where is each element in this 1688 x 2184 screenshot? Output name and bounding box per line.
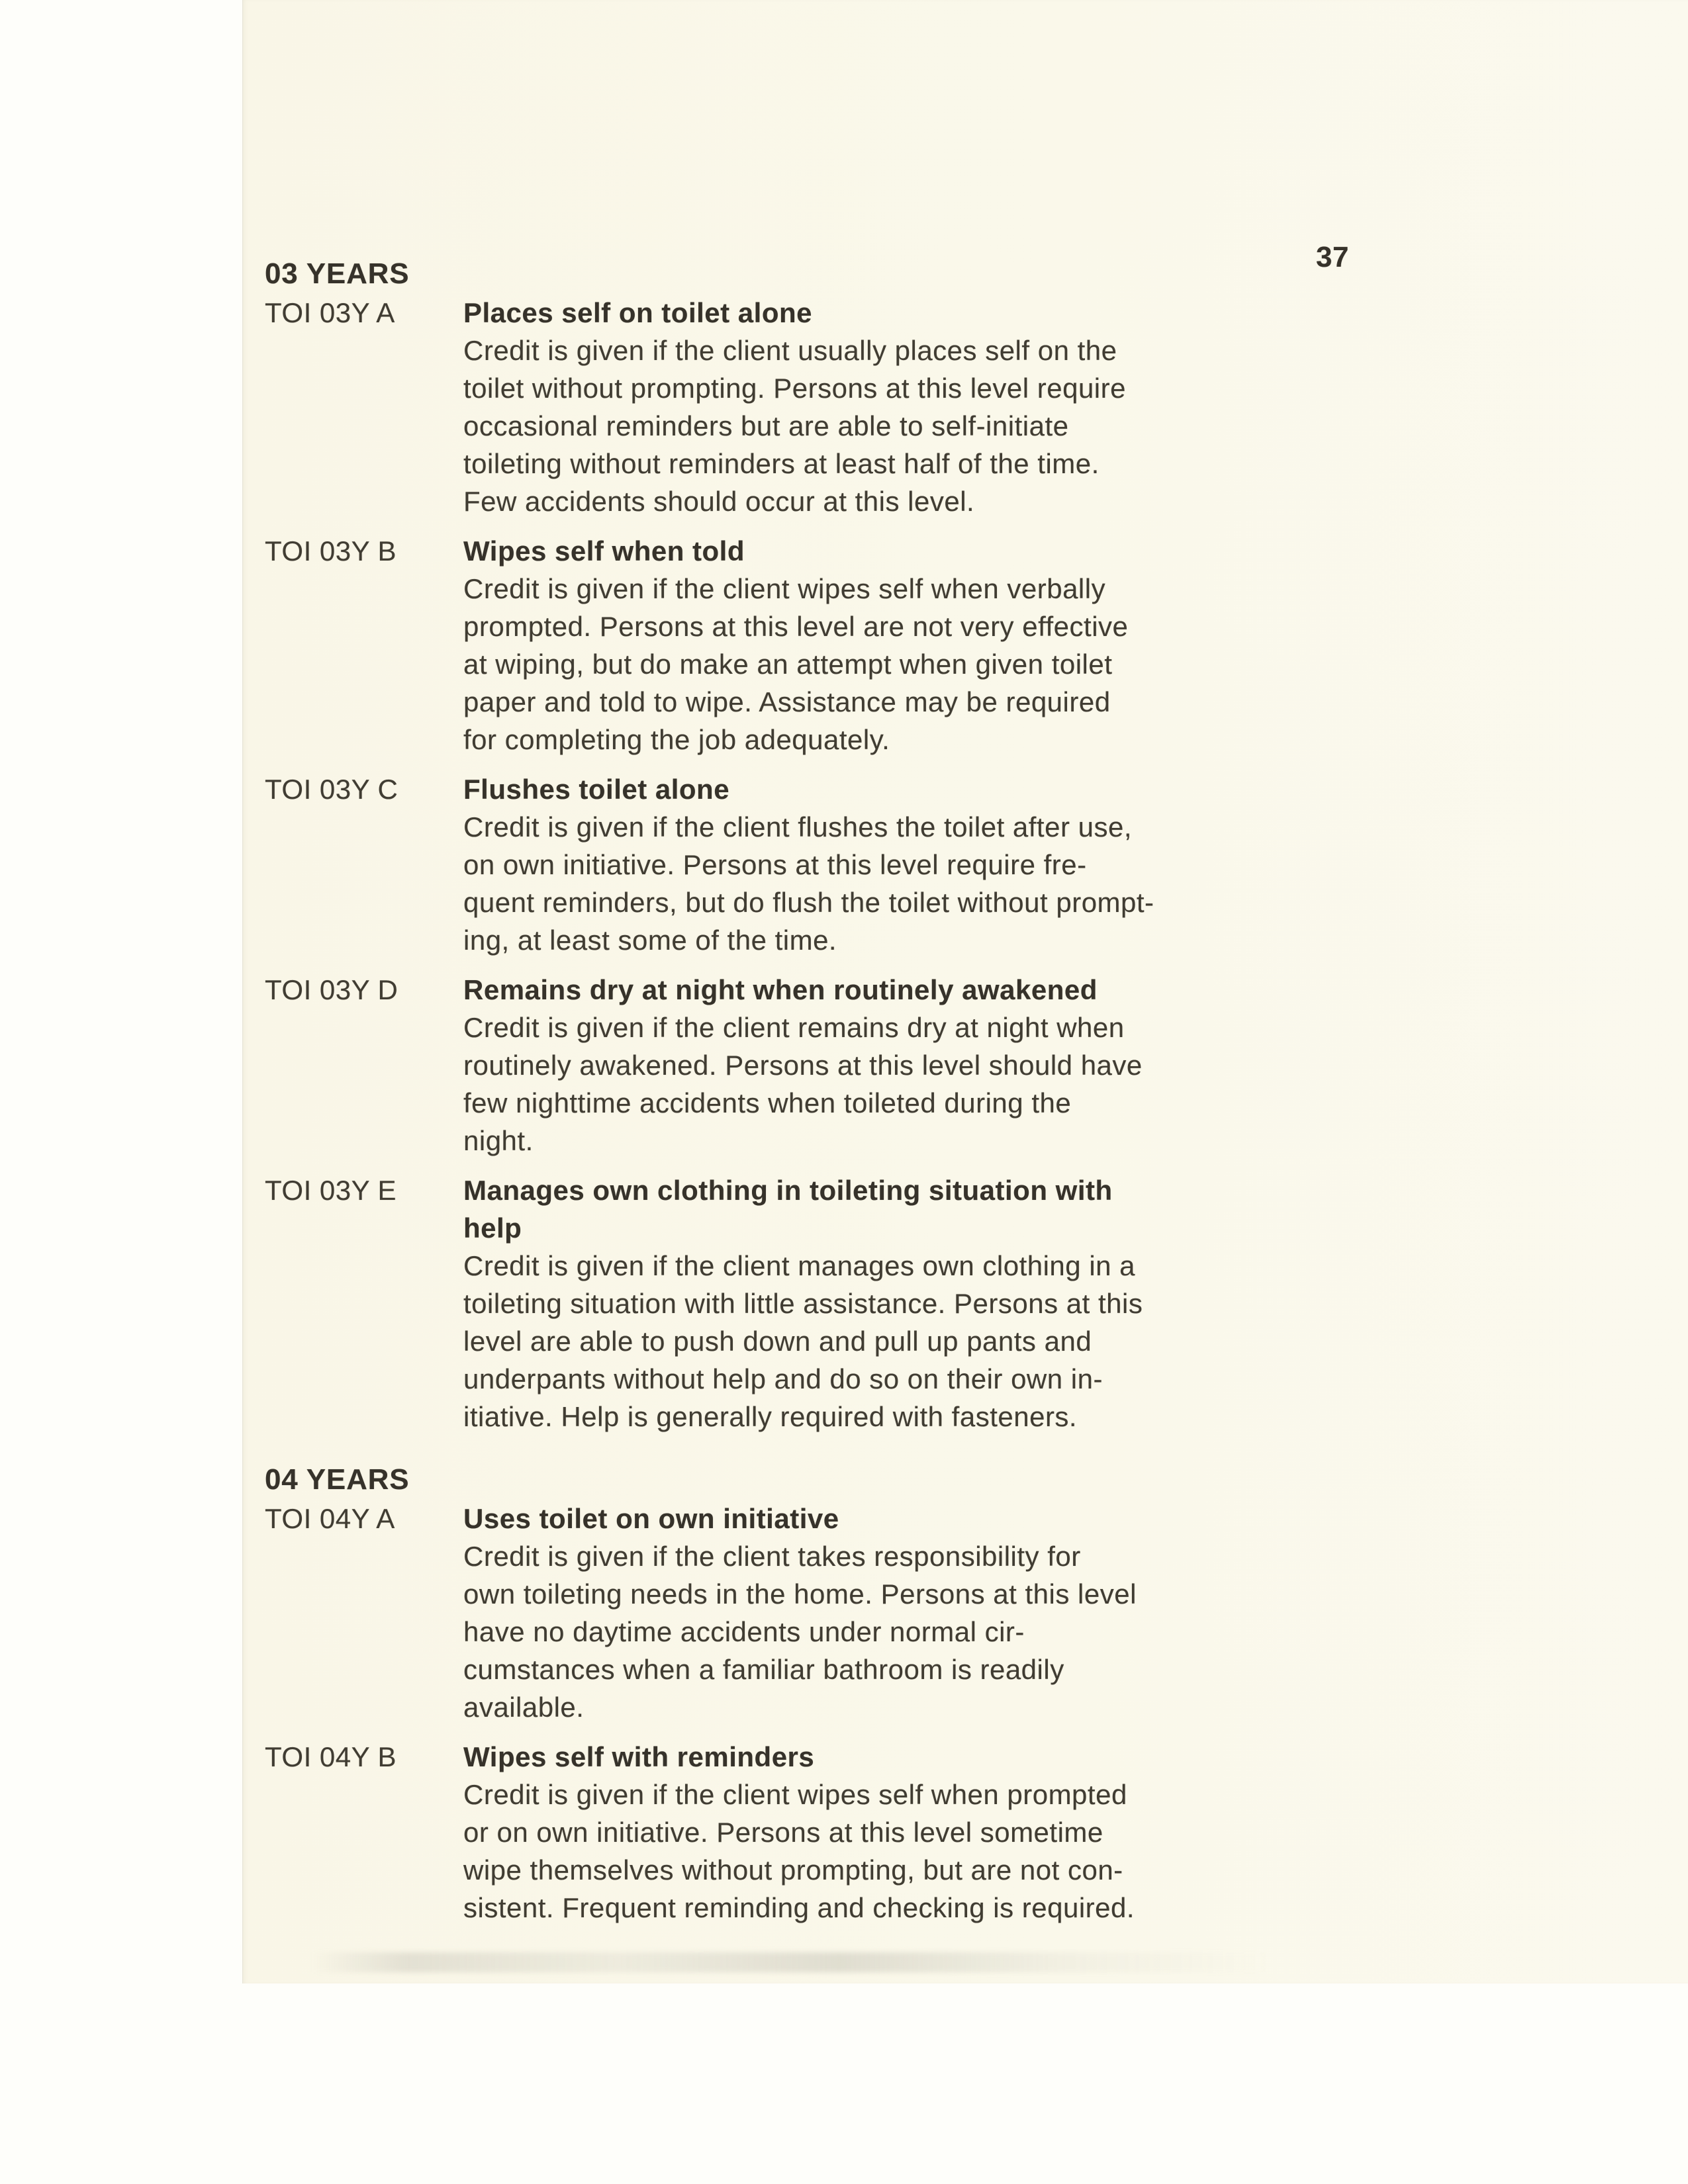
item-title-line: Manages own clothing in toileting situation with <box>463 1175 1113 1206</box>
section <box>265 1461 1297 1927</box>
item-title <box>463 770 1297 808</box>
item-description-line: Credit is given if the client usually places self on the <box>463 335 1117 366</box>
item-code: TOI 03Y C <box>265 774 399 805</box>
item-description-line: itiative. Help is generally required with fasteners. <box>463 1401 1078 1432</box>
item-description-line: underpants without help and do so on their own in- <box>463 1363 1103 1394</box>
page-number: 37 <box>1316 241 1349 273</box>
item-description-line: at wiping, but do make an attempt when given toilet <box>463 649 1113 680</box>
item-description-line: toileting without reminders at least half of the time. <box>463 448 1100 479</box>
item-text <box>463 770 1297 959</box>
item-description-line: Credit is given if the client flushes the toilet after use, <box>463 811 1132 842</box>
item-description-line: level are able to push down and pull up pants and <box>463 1326 1092 1357</box>
item-text <box>463 1738 1297 1927</box>
item-description-line: Few accidents should occur at this level. <box>463 486 975 517</box>
content <box>265 255 1297 1927</box>
item-text <box>463 971 1297 1160</box>
item-title <box>463 1500 1297 1537</box>
item-description <box>463 332 1297 520</box>
item-description-line: have no daytime accidents under normal cir- <box>463 1616 1025 1647</box>
item-description-line: own toileting needs in the home. Persons at this level <box>463 1578 1137 1610</box>
item-description-line: routinely awakened. Persons at this level should have <box>463 1050 1143 1081</box>
assessment-item <box>265 1738 1297 1927</box>
item-description-line: occasional reminders but are able to self-initiate <box>463 410 1069 441</box>
item-description-line: prompted. Persons at this level are not very effective <box>463 611 1129 642</box>
item-description-line: cumstances when a familiar bathroom is readily <box>463 1654 1064 1685</box>
section-heading: 03 YEARS <box>265 257 410 290</box>
item-title-line: Places self on toilet alone <box>463 297 812 328</box>
item-code: TOI 03Y B <box>265 535 397 567</box>
item-description <box>463 1537 1297 1726</box>
item-description-line: for completing the job adequately. <box>463 724 890 755</box>
item-description-line: night. <box>463 1125 534 1156</box>
item-title-line: Remains dry at night when routinely awakened <box>463 974 1098 1005</box>
item-title-line: Wipes self with reminders <box>463 1741 815 1772</box>
item-text <box>463 1500 1297 1726</box>
item-description-line: Credit is given if the client wipes self when prompted <box>463 1779 1127 1810</box>
item-description-line: Credit is given if the client manages own clothing in a <box>463 1250 1136 1281</box>
item-title-line: Flushes toilet alone <box>463 774 730 805</box>
item-description-line: paper and told to wipe. Assistance may be required <box>463 686 1111 717</box>
scan-smudge-artifact <box>311 1952 1271 1972</box>
item-description-line: wipe themselves without prompting, but are not con- <box>463 1854 1123 1886</box>
assessment-item <box>265 294 1297 520</box>
item-title-line: help <box>463 1212 522 1244</box>
item-description-line: Credit is given if the client takes responsibility for <box>463 1541 1081 1572</box>
item-text <box>463 1171 1297 1435</box>
item-code: TOI 04Y B <box>265 1741 397 1772</box>
assessment-item <box>265 1171 1297 1435</box>
item-description-line: on own initiative. Persons at this level require fre- <box>463 849 1087 880</box>
item-text <box>463 294 1297 520</box>
item-description-line: available. <box>463 1692 585 1723</box>
item-title <box>463 532 1297 570</box>
item-code: TOI 03Y E <box>265 1175 397 1206</box>
item-description <box>463 1009 1297 1160</box>
section <box>265 255 1297 1435</box>
item-text <box>463 532 1297 758</box>
assessment-item <box>265 1500 1297 1726</box>
item-title <box>463 1171 1297 1247</box>
item-description-line: toileting situation with little assistance. Persons at this <box>463 1288 1143 1319</box>
item-description <box>463 1247 1297 1435</box>
assessment-item <box>265 971 1297 1160</box>
section-heading: 04 YEARS <box>265 1463 410 1496</box>
item-description-line: sistent. Frequent reminding and checking is required. <box>463 1892 1135 1923</box>
item-description-line: or on own initiative. Persons at this level sometime <box>463 1817 1103 1848</box>
item-description-line: toilet without prompting. Persons at this level require <box>463 373 1126 404</box>
item-title-line: Uses toilet on own initiative <box>463 1503 839 1534</box>
item-code: TOI 03Y A <box>265 297 395 328</box>
item-title <box>463 971 1297 1009</box>
item-code: TOI 03Y D <box>265 974 399 1005</box>
item-description-line: Credit is given if the client remains dry at night when <box>463 1012 1125 1043</box>
item-description <box>463 1776 1297 1927</box>
item-description <box>463 808 1297 959</box>
item-title-line: Wipes self when told <box>463 535 745 567</box>
item-description <box>463 570 1297 758</box>
assessment-item <box>265 532 1297 758</box>
item-description-line: Credit is given if the client wipes self when verbally <box>463 573 1106 604</box>
item-description-line: ing, at least some of the time. <box>463 925 837 956</box>
assessment-item <box>265 770 1297 959</box>
item-description-line: quent reminders, but do flush the toilet without prompt- <box>463 887 1154 918</box>
item-title <box>463 1738 1297 1776</box>
item-title <box>463 294 1297 332</box>
item-description-line: few nighttime accidents when toileted during the <box>463 1087 1072 1118</box>
item-code: TOI 04Y A <box>265 1503 395 1534</box>
